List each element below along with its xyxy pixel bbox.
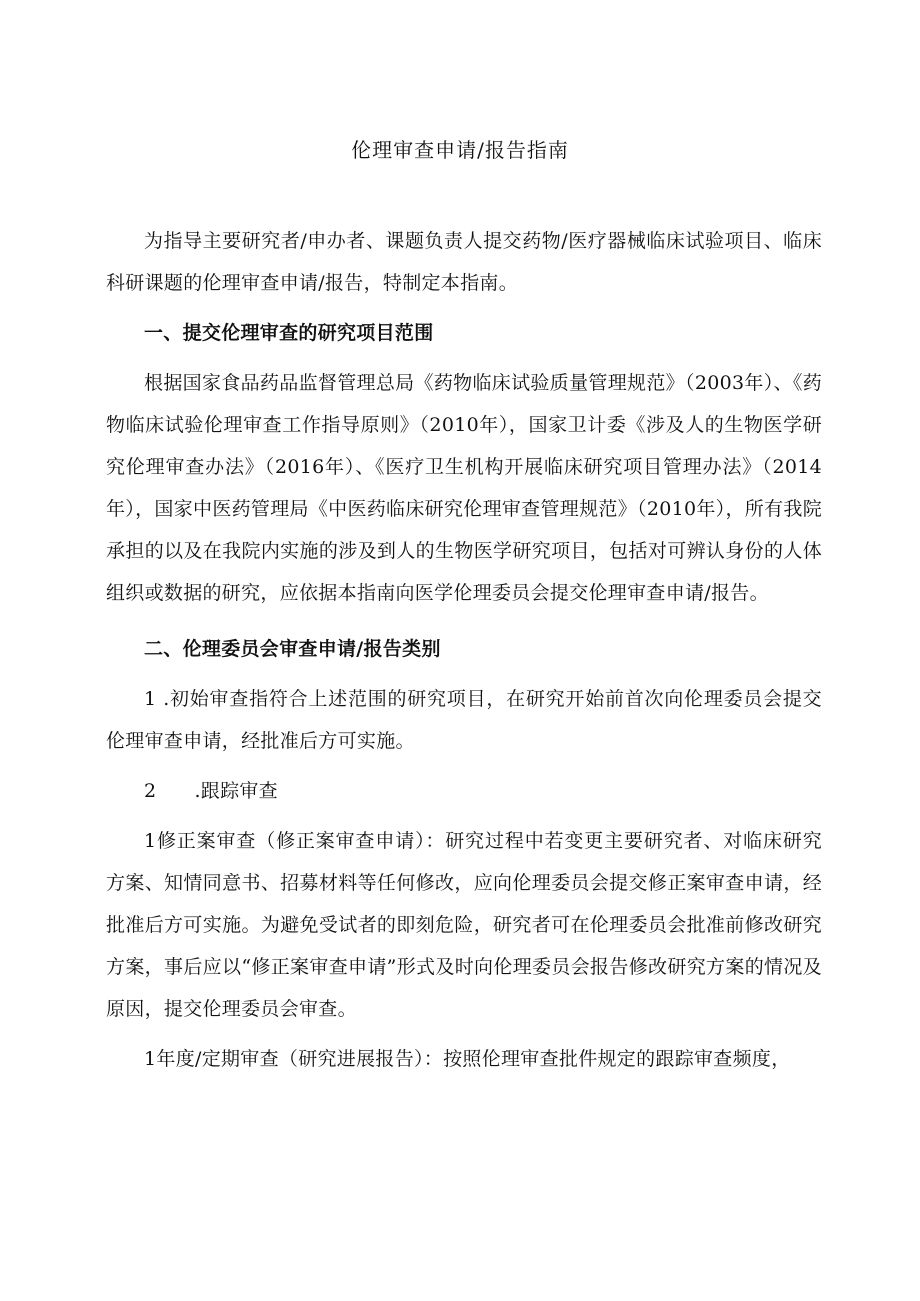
- follow-up-review-item: [106, 770, 822, 812]
- document-title: 伦理审查申请/报告指南: [351, 138, 569, 162]
- section1-paragraph: 根据国家食品药品监督管理总局《药物临床试验质量管理规范》（2003年）、《药物临床试验伦理审查工作指导原则》（2010年），国家卫计委《涉及人的生物医学研究伦理审查办法》（2016年）、《医疗卫生机构开展临床研究项目管理办法》（2014年），国家中医药管理局《中医药临床研究伦理审查管理规范》（2010年），所有我院承担的以及在我院内实施的涉及到人的生物医学研究项目，包括对可辨认身份的人体组织或数据的研究，应依据本指南向医学伦理委员会提交伦理审查申请/报告。: [106, 372, 822, 604]
- section1-heading: 一、提交伦理审查的研究项目范围: [144, 322, 434, 344]
- annual-review-paragraph: 1年度/定期审查（研究进展报告）：按照伦理审查批件规定的跟踪审查频度，: [144, 1048, 791, 1070]
- document-body: [106, 220, 822, 1080]
- follow-up-review-number: 2: [144, 780, 157, 802]
- intro-paragraph: 为指导主要研究者/申办者、课题负责人提交药物/医疗器械临床试验项目、临床科研课题的伦理审查申请/报告，特制定本指南。: [106, 230, 822, 294]
- initial-review-paragraph: 1 .初始审查指符合上述范围的研究项目，在研究开始前首次向伦理委员会提交伦理审查申请，经批准后方可实施。: [106, 688, 822, 752]
- amendment-review-paragraph: 1修正案审查（修正案审查申请）：研究过程中若变更主要研究者、对临床研究方案、知情同意书、招募材料等任何修改，应向伦理委员会提交修正案审查申请，经批准后方可实施。为避免受试者的即刻危险，研究者可在伦理委员会批准前修改研究方案，事后应以“修正案审查申请”形式及时向伦理委员会报告修改研究方案的情况及原因，提交伦理委员会审查。: [106, 830, 822, 1020]
- follow-up-review-label: .跟踪审查: [194, 780, 278, 802]
- section2-heading: 二、伦理委员会审查申请/报告类别: [144, 638, 441, 660]
